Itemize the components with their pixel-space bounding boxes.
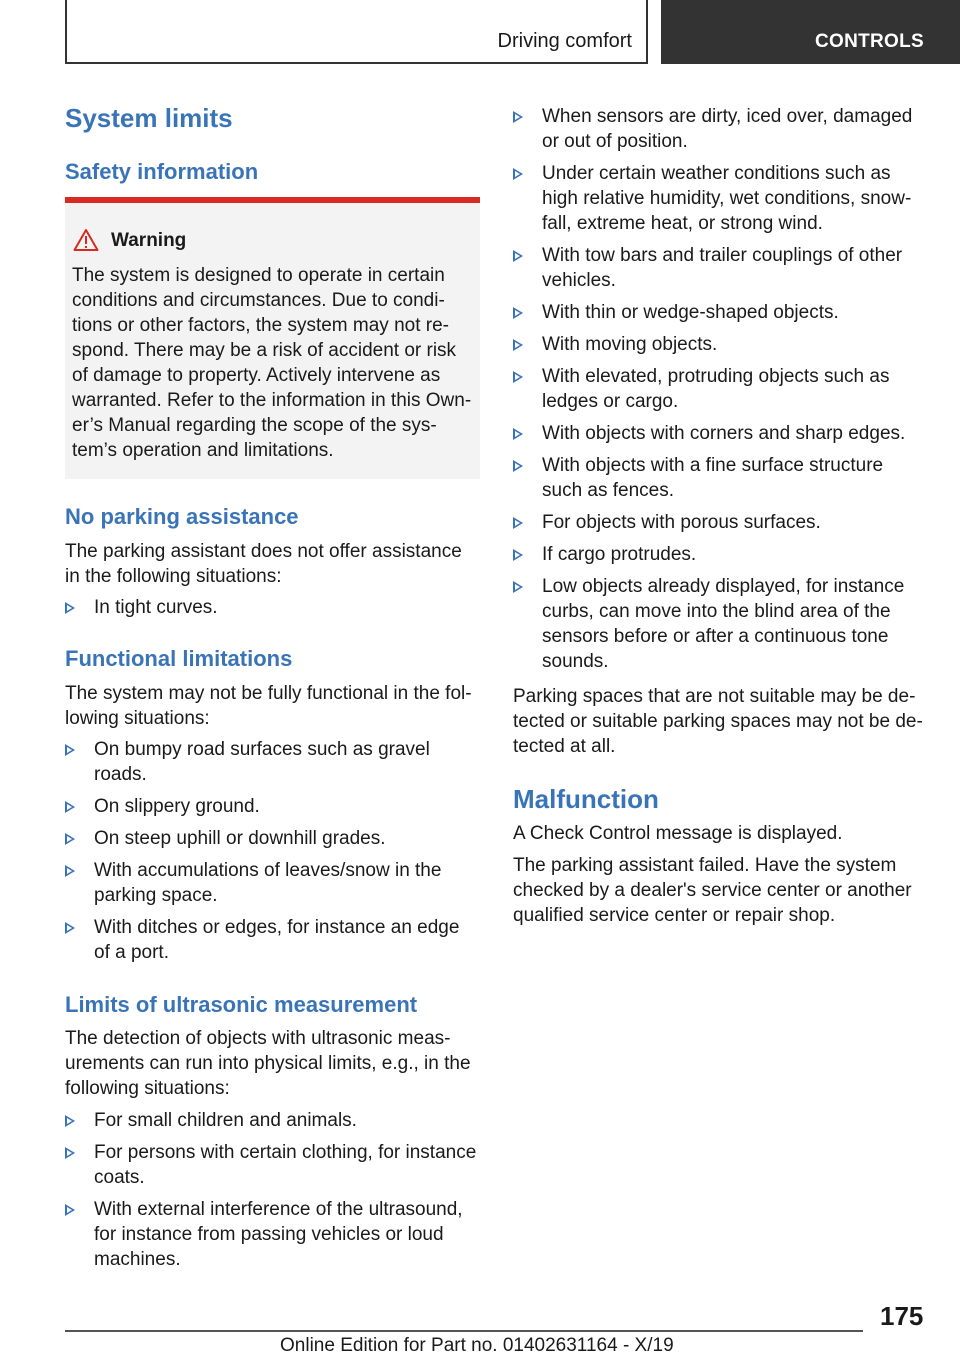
list-item (65, 595, 480, 620)
list-item-text (542, 332, 717, 357)
bullet-triangle-icon (513, 307, 523, 319)
text-line: Parking spaces that are not suitable may be de‐ (513, 686, 916, 707)
warning-triangle-icon (73, 228, 99, 252)
text-line: The system is designed to operate in certain (72, 265, 445, 286)
list-item-text (542, 542, 696, 567)
text-line: lowing situations: (65, 708, 210, 729)
bullet-triangle-icon (513, 111, 523, 123)
text-line: With moving objects. (542, 334, 718, 355)
text-line: of damage to property. Actively intervene as (72, 365, 441, 386)
text-line: tected at all. (513, 736, 616, 757)
footer-edition: Online Edition for Part no. 01402631164 - X/19 (280, 1335, 674, 1356)
text-line: er’s Manual regarding the scope of the sys‐ (72, 415, 437, 436)
list-item-text (542, 421, 905, 446)
list-item-text (542, 510, 821, 535)
list-item (513, 453, 928, 503)
functional-intro (65, 681, 472, 731)
text-line: With ditches or edges, for instance an edge (94, 917, 460, 938)
list-item-text (542, 243, 902, 293)
header-section-tab (65, 0, 648, 64)
text-line: In tight curves. (94, 597, 218, 618)
warning-text (72, 263, 477, 463)
bullet-triangle-icon (513, 581, 523, 593)
section-title: System limits (65, 103, 233, 133)
text-line: urements can run into physical limits, e.g., in the (65, 1053, 471, 1074)
text-line: tem’s operation and limitations. (72, 440, 334, 461)
list-item-text (94, 1140, 476, 1190)
text-line: qualified service center or repair shop. (513, 905, 836, 926)
text-line: checked by a dealer's service center or another (513, 880, 912, 901)
bullet-triangle-icon (65, 833, 75, 845)
text-line: high relative humidity, wet conditions, snow‐ (542, 188, 912, 209)
text-line: curbs, can move into the blind area of the (542, 601, 891, 622)
text-line: On slippery ground. (94, 796, 260, 817)
list-item-text (542, 161, 911, 236)
list-item (65, 826, 480, 851)
text-line: With thin or wedge-shaped objects. (542, 302, 839, 323)
malfunction-instructions (513, 853, 912, 928)
list-item-text (94, 915, 459, 965)
no-parking-intro (65, 539, 462, 589)
list-item-text (542, 453, 883, 503)
list-item-text (94, 1197, 463, 1272)
text-line: tions or other factors, the system may not re‐ (72, 315, 449, 336)
parking-spaces-text (513, 684, 923, 759)
text-line: With objects with a fine surface structure (542, 455, 884, 476)
text-line: For small children and animals. (94, 1110, 357, 1131)
list-item (65, 915, 480, 965)
text-line: sounds. (542, 651, 609, 672)
text-line: in the following situations: (65, 566, 282, 587)
list-item (513, 243, 928, 293)
bullet-triangle-icon (513, 517, 523, 529)
bullet-triangle-icon (513, 371, 523, 383)
list-item-text (94, 826, 386, 851)
bullet-triangle-icon (65, 1147, 75, 1159)
text-line: following situations: (65, 1078, 230, 1099)
list-item (513, 364, 928, 414)
ultrasonic-heading: Limits of ultrasonic measurement (65, 992, 418, 1017)
malfunction-message (513, 821, 843, 846)
list-item (513, 332, 928, 357)
list-item (513, 542, 928, 567)
bullet-triangle-icon (65, 922, 75, 934)
list-item-text (94, 794, 260, 819)
list-item (65, 1197, 480, 1272)
footer-divider (65, 1330, 863, 1332)
text-line: A Check Control message is displayed. (513, 823, 843, 844)
bullet-triangle-icon (65, 1204, 75, 1216)
list-item-text (94, 1108, 357, 1133)
list-item-text (542, 300, 839, 325)
text-line: such as fences. (542, 480, 675, 501)
bullet-triangle-icon (65, 744, 75, 756)
list-item (65, 737, 480, 787)
ultrasonic-intro (65, 1026, 471, 1101)
text-line: The parking assistant does not offer assistance (65, 541, 462, 562)
text-line: With objects with corners and sharp edges. (542, 423, 906, 444)
bullet-triangle-icon (513, 250, 523, 262)
bullet-triangle-icon (513, 549, 523, 561)
page-number: 175 (880, 1301, 924, 1331)
bullet-triangle-icon (513, 460, 523, 472)
text-line: If cargo protrudes. (542, 544, 697, 565)
list-item-text (542, 364, 889, 414)
text-line: ledges or cargo. (542, 391, 679, 412)
bullet-triangle-icon (65, 865, 75, 877)
bullet-triangle-icon (65, 801, 75, 813)
text-line: With external interference of the ultrasound, (94, 1199, 463, 1220)
text-line: With tow bars and trailer couplings of other (542, 245, 903, 266)
warning-box (65, 197, 480, 479)
bullet-triangle-icon (513, 428, 523, 440)
text-line: for instance from passing vehicles or loud (94, 1224, 444, 1245)
list-item (65, 1108, 480, 1133)
bullet-triangle-icon (65, 1115, 75, 1127)
text-line: coats. (94, 1167, 145, 1188)
text-line: machines. (94, 1249, 181, 1270)
header-chapter-title: CONTROLS (815, 31, 925, 52)
text-line: fall, extreme heat, or strong wind. (542, 213, 823, 234)
list-item-text (94, 737, 430, 787)
text-line: spond. There may be a risk of accident or risk (72, 340, 457, 361)
warning-title: Warning (111, 230, 187, 251)
functional-heading: Functional limitations (65, 646, 293, 671)
header-section-title: Driving comfort (497, 30, 632, 52)
list-item-text (542, 104, 912, 154)
list-item-text (542, 574, 904, 674)
text-line: or out of position. (542, 131, 688, 152)
list-item (513, 574, 928, 674)
list-item (513, 510, 928, 535)
text-line: The system may not be fully functional in the fol‐ (65, 683, 472, 704)
text-line: sensors before or after a continuous tone (542, 626, 889, 647)
list-item (513, 421, 928, 446)
text-line: For persons with certain clothing, for instance (94, 1142, 477, 1163)
text-line: The detection of objects with ultrasonic meas‐ (65, 1028, 451, 1049)
text-line: With accumulations of leaves/snow in the (94, 860, 442, 881)
text-line: of a port. (94, 942, 169, 963)
text-line: Under certain weather conditions such as (542, 163, 891, 184)
list-item (65, 858, 480, 908)
text-line: conditions and circumstances. Due to condi‐ (72, 290, 445, 311)
text-line: roads. (94, 764, 147, 785)
list-item (65, 1140, 480, 1190)
bullet-triangle-icon (513, 168, 523, 180)
safety-heading: Safety information (65, 159, 259, 184)
list-item (65, 794, 480, 819)
list-item-text (94, 595, 218, 620)
text-line: For objects with porous surfaces. (542, 512, 821, 533)
bullet-triangle-icon (65, 602, 75, 614)
text-line: Low objects already displayed, for instance (542, 576, 905, 597)
text-line: warranted. Refer to the information in this Own‐ (72, 390, 472, 411)
text-line: On steep uphill or downhill grades. (94, 828, 386, 849)
text-line: When sensors are dirty, iced over, damaged (542, 106, 913, 127)
list-item (513, 104, 928, 154)
text-line: On bumpy road surfaces such as gravel (94, 739, 430, 760)
text-line: With elevated, protruding objects such as (542, 366, 890, 387)
text-line: tected or suitable parking spaces may not be de‐ (513, 711, 923, 732)
malfunction-heading: Malfunction (513, 784, 659, 814)
list-item (513, 161, 928, 236)
header-chapter-tab (661, 0, 960, 64)
text-line: The parking assistant failed. Have the system (513, 855, 897, 876)
list-item (513, 300, 928, 325)
text-line: parking space. (94, 885, 218, 906)
no-parking-heading: No parking assistance (65, 504, 299, 529)
list-item-text (94, 858, 441, 908)
text-line: vehicles. (542, 270, 616, 291)
bullet-triangle-icon (513, 339, 523, 351)
